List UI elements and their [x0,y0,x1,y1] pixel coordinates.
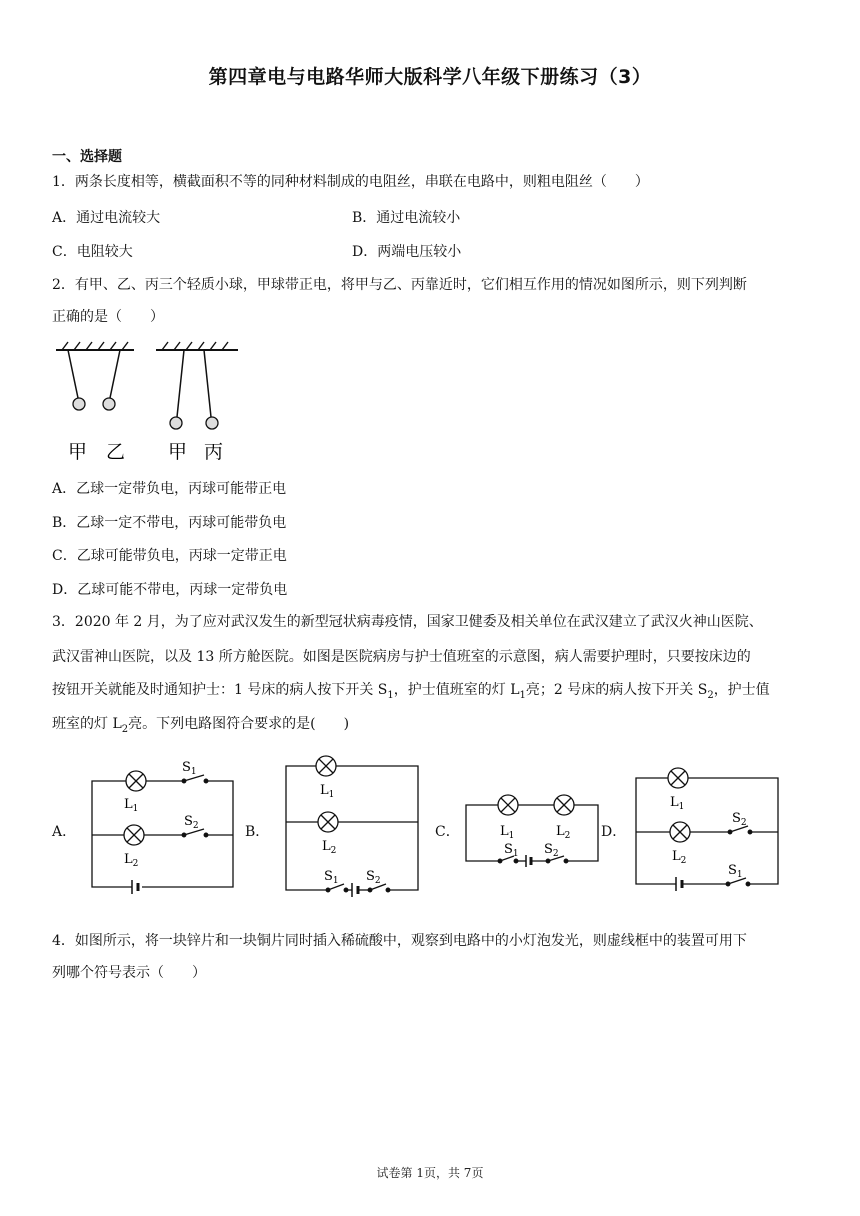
label-yi: 乙 [106,441,126,463]
q4-stem-line1: 4．如图所示，将一块锌片和一块铜片同时插入稀硫酸中，观察到电路中的小灯泡发光，则虚线框中的装置可用下 [52,933,747,949]
svg-text:S2: $S_2$ [732,811,747,828]
circuit-b-diagram [280,750,425,900]
svg-text:L2: $L_2$ [322,839,337,856]
q1-stem: 1．两条长度相等，横截面积不等的同种材料制成的电阻丝，串联在电路中，则粗电阻丝（ ） [52,174,649,190]
q3-stem-line1: 3．2020 年 2 月，为了应对武汉发生的新型冠状病毒疫情，国家卫健委及相关单位在武汉建立了武汉火神山医院、 [52,614,763,630]
svg-text:S1: $S_1$ [728,863,743,880]
q3-stem-line2: 武汉雷神山医院，以及 13 所方舱医院。如图是医院病房与护士值班室的示意图，病人需要护理时，只要按床边的 [52,649,751,665]
label-bing: 丙 [204,441,224,463]
q1-option-d[interactable]: D．两端电压较小 [352,244,462,260]
q1-option-c[interactable]: C．电阻较大 [52,244,133,260]
svg-text:S2: $S_2$ [544,842,559,859]
q2-option-a[interactable]: A．乙球一定带负电，丙球可能带正电 [52,481,287,497]
page-footer: 试卷第 1页，共 7页 [376,1166,484,1180]
svg-text:S2: $S_2$ [184,814,199,831]
page-title: 第四章电与电路华师大版科学八年级下册练习（3） [208,66,652,88]
svg-text:S2: $S_2$ [366,869,381,886]
q2-stem-line1: 2．有甲、乙、丙三个轻质小球，甲球带正电，将甲与乙、丙靠近时，它们相互作用的情况如图所示，则下列判断 [52,277,747,293]
svg-text:L1: $L_1$ [320,783,335,800]
circuit-a-diagram [80,755,240,895]
circuit-d-diagram [628,758,788,893]
svg-text:L2: $L_2$ [672,849,687,866]
svg-text:L1: $L_1$ [500,824,515,841]
svg-text:S1: $S_1$ [504,842,519,859]
circuit-c-diagram [460,785,605,870]
q3-stem-line4: 班室的灯 $L_2$亮。下列电路图符合要求的是( ) [52,716,350,735]
q4-stem-line2: 列哪个符号表示（ ） [52,965,206,981]
svg-text:S1: $S_1$ [324,869,339,886]
q3-option-a[interactable]: A． [52,824,77,840]
svg-text:L2: $L_2$ [124,852,139,869]
svg-text:L1: $L_1$ [670,795,685,812]
q3-stem-line3: 按钮开关就能及时通知护士：1 号床的病人按下开关 $S_1$，护士值班室的灯 $L_1$亮；2 号床的病人按下开关 $S_2$，护士值 [52,682,770,701]
q3-option-d[interactable]: D． [601,824,627,840]
q2-option-b[interactable]: B．乙球一定不带电，丙球可能带负电 [52,515,287,531]
svg-text:L1: $L_1$ [124,797,139,814]
label-jia-2: 甲 [168,441,188,463]
label-jia-1: 甲 [68,441,88,463]
svg-text:L2: $L_2$ [556,824,571,841]
q3-option-b[interactable]: B． [245,824,270,840]
q2-pendulum-figure [52,338,252,468]
q3-option-c[interactable]: C． [435,824,460,840]
section-heading: 一、选择题 [52,149,122,165]
svg-text:S1: $S_1$ [182,760,197,777]
q1-option-b[interactable]: B．通过电流较小 [352,210,461,226]
q2-option-c[interactable]: C．乙球可能带负电，丙球一定带正电 [52,548,287,564]
q2-option-d[interactable]: D．乙球可能不带电，丙球一定带负电 [52,582,288,598]
q2-stem-line2: 正确的是（ ） [52,309,164,325]
q1-option-a[interactable]: A．通过电流较大 [52,210,161,226]
